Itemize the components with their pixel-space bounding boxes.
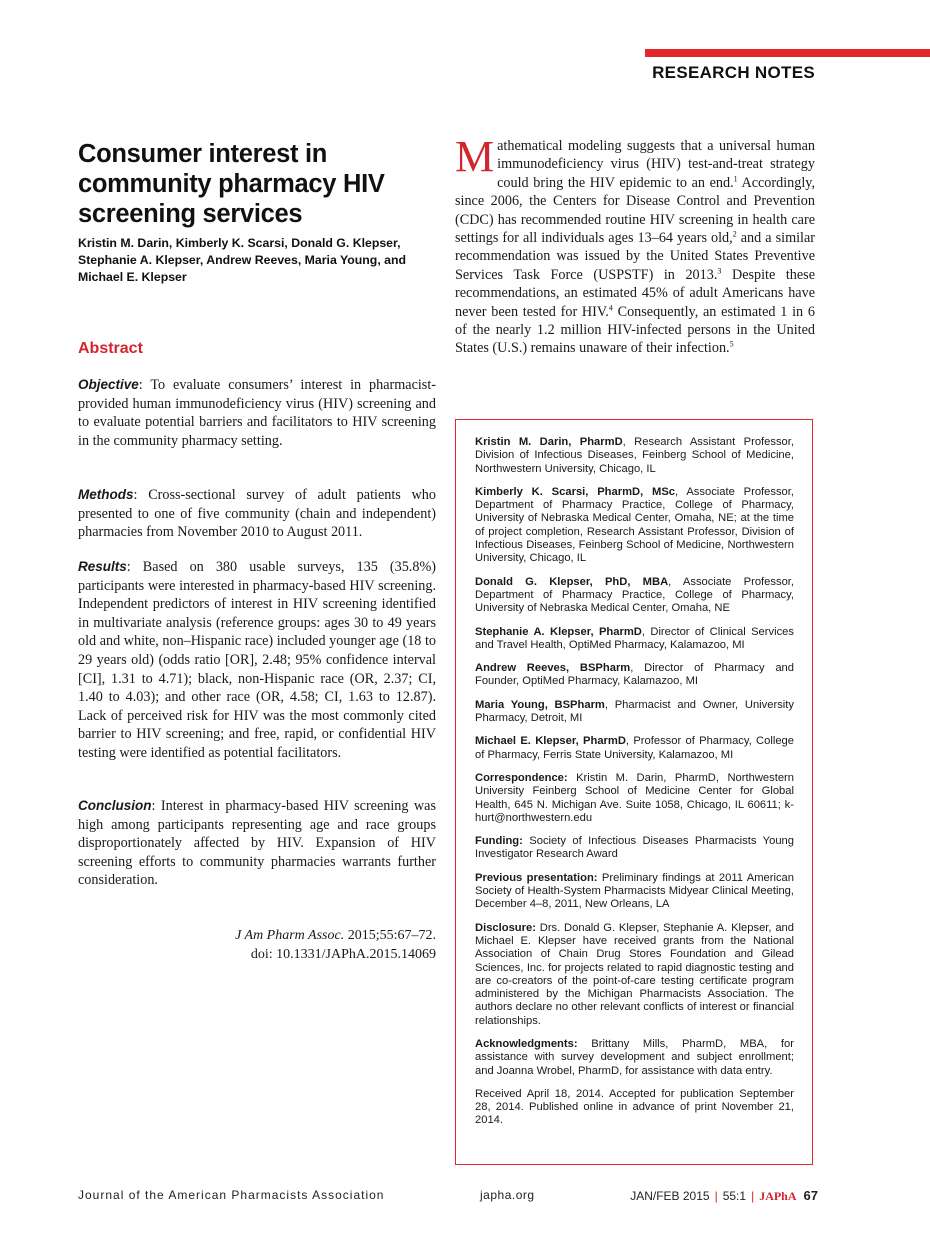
ref-sup: 3 <box>717 266 722 276</box>
previous-presentation-label: Previous presentation: <box>475 871 598 884</box>
intro-text: Despite these recommendations, an estimated 45% of adult Americans have never been tested for HIV. <box>455 266 816 320</box>
objective-text: : To evaluate consumers’ interest in pharmacist-provided human immunodeficiency virus (HIV) screening and to evaluate potential barriers and facilitators to HIV screening in the community pharmacy setting. <box>78 377 436 449</box>
results-text: : Based on 380 usable surveys, 135 (35.8%) participants were interested in pharmacy-based HIV screening. Independent predictors of interest in HIV screening identified in multivariate analysis (reference groups: ages 30 to 49 years old and white, non–Hispanic race) included younger age (18 to 29 years old) (odds ratio [OR], 2.48; 95% confidence interval [CI], 1.31 to 4.71); black, non-Hispanic race (OR, 2.37; CI, 1.40 to 4.03); and other race (OR, 4.58; CI, 1.63 to 12.87). Lack of perceived risk for HIV was the most commonly cited barrier to HIV screening; and free, rapid, or confidential HIV testing were identified as potential facilitators. <box>78 559 436 761</box>
section-label: RESEARCH NOTES <box>652 63 815 82</box>
footer-journal: Journal of the American Pharmacists Association <box>78 1188 385 1202</box>
disclosure <box>475 922 794 1028</box>
affiliation-entry <box>475 735 794 762</box>
affiliation-name: Kimberly K. Scarsi, PharmD, MSc <box>475 485 676 498</box>
intro-text: Accordingly, since 2006, the Centers for Disease Control and Prevention (CDC) has recommended routine HIV screening in health care settings for all individuals ages 13–64 years old, <box>455 174 815 247</box>
acknowledgments-label: Acknowledgments: <box>475 1037 578 1050</box>
intro-paragraph <box>455 132 816 358</box>
acknowledgments-text: Brittany Mills, PharmD, MBA, for assistance with survey development and subject enrollment; and Joanna Wrobel, PharmD, for assistance with data entry. <box>475 1037 794 1077</box>
affiliation-entry <box>475 662 794 689</box>
ref-sup: 4 <box>608 302 613 312</box>
objective-label: Objective <box>78 377 139 392</box>
affiliation-text: , Associate Professor, Department of Pharmacy Practice, College of Pharmacy, University of Nebraska Medical Center, Omaha, NE; at the time of project completion, Research Assistant Professor, Division of Infectious Diseases, Feinberg School of Medicine, Northwestern University, Chicago, IL <box>475 485 794 565</box>
results-label: Results <box>78 559 127 574</box>
citation <box>235 926 436 964</box>
page-number: 67 <box>803 1188 818 1203</box>
affiliation-text: , Director of Pharmacy and Founder, OptiMed Pharmacy, Kalamazoo, MI <box>475 662 794 688</box>
abstract-heading: Abstract <box>78 340 143 357</box>
previous-presentation-text: Preliminary findings at 2011 American Society of Health-System Pharmacists Midyear Clinical Meeting, December 4–8, 2011, New Orleans, LA <box>475 871 794 911</box>
footer-website: japha.org <box>480 1188 535 1202</box>
disclosure-label: Disclosure: <box>475 921 536 934</box>
ref-sup: 2 <box>732 229 737 239</box>
funding-label: Funding: <box>475 835 523 848</box>
affiliation-entry <box>475 436 794 476</box>
affiliation-name: Andrew Reeves, BSPharm <box>475 662 631 675</box>
methods-text: : Cross-sectional survey of adult patients who presented to one of five community (chain and independent) pharmacies from November 2010 to August 2011. <box>78 487 436 541</box>
received-dates <box>475 1088 794 1128</box>
affiliation-entry <box>475 576 794 616</box>
conclusion-label: Conclusion <box>78 798 152 813</box>
abstract-results <box>78 558 436 763</box>
intro-text: and a similar recommendation was issued by the United States Preventive Services Task Force (USPSTF) in 2013. <box>455 230 816 283</box>
affiliation-name: Maria Young, BSPharm <box>475 698 605 711</box>
funding <box>475 835 794 862</box>
affiliation-text: , Professor of Pharmacy, College of Pharmacy, Ferris State University, Kalamazoo, MI <box>475 735 794 761</box>
footer-issue-info <box>630 1188 818 1204</box>
citation-line <box>235 926 436 945</box>
correspondence <box>475 772 794 825</box>
correspondence-text: Kristin M. Darin, PharmD, Northwestern University Feinberg School of Medicine Center for Global Health, 645 N. Michigan Ave. Suite 1058, Chicago, IL 60611; k-hurt@northwestern.edu <box>475 771 794 824</box>
citation-volume: 2015;55:67–72. <box>344 928 436 943</box>
affiliations-box <box>455 419 813 1165</box>
received-dates-text: Received April 18, 2014. Accepted for publication September 28, 2014. Published online in advance of print November 21, 2014. <box>475 1087 794 1127</box>
drop-cap: M <box>455 132 495 181</box>
correspondence-label: Correspondence: <box>475 771 568 784</box>
author-list: Kristin M. Darin, Kimberly K. Scarsi, Donald G. Klepser, Stephanie A. Klepser, Andrew Reeves, Maria Young, and Michael E. Klepser <box>78 236 407 284</box>
funding-text: Society of Infectious Diseases Pharmacists Young Investigator Research Award <box>475 835 794 861</box>
previous-presentation <box>475 872 794 912</box>
disclosure-text: Drs. Donald G. Klepser, Stephanie A. Klepser, and Michael E. Klepser have received grants from the National Association of Chain Drug Stores Foundation and Gilead Sciences, Inc. for projects related to rapid diagnostic testing and are co-creators of the point-of-care testing certificate program administered by the Michigan Pharmacists Association. The authors declare no other relevant conflicts of interest or financial relationships. <box>475 921 794 1027</box>
abstract-objective <box>78 376 436 450</box>
affiliation-text: , Research Assistant Professor, Division of Infectious Diseases, Feinberg School of Medicine, Northwestern University, Chicago, IL <box>475 436 794 475</box>
affiliation-name: Michael E. Klepser, PharmD <box>475 735 626 748</box>
conclusion-text: : Interest in pharmacy-based HIV screening was high among participants representing age and race groups disproportionately affected by HIV. Expansion of HIV screening efforts to community pharmacies warrants further consideration. <box>78 798 436 889</box>
affiliation-entry <box>475 699 794 726</box>
footer-volume: 55:1 <box>722 1189 747 1203</box>
footer-separator: | <box>714 1189 718 1203</box>
affiliation-text: , Associate Professor, Department of Pharmacy Practice, College of Pharmacy, University of Nebraska Medical Center, Omaha, NE <box>475 575 795 615</box>
ref-sup: 5 <box>729 339 734 349</box>
affiliation-entry <box>475 626 794 653</box>
header-accent-bar <box>645 49 930 57</box>
acknowledgments <box>475 1038 794 1078</box>
footer-separator: | <box>751 1189 755 1203</box>
citation-journal: J Am Pharm Assoc. <box>235 928 345 943</box>
ref-sup: 1 <box>733 174 738 184</box>
affiliation-name: Donald G. Klepser, PhD, MBA <box>475 575 669 588</box>
footer-brand: JAPhA <box>759 1189 797 1203</box>
article-title: Consumer interest in community pharmacy HIV screening services <box>78 140 385 228</box>
abstract-methods <box>78 486 436 542</box>
intro-text: athematical modeling suggests that a universal human immunodeficiency virus (HIV) test-and-treat strategy could bring the HIV epidemic to an end. <box>497 138 815 191</box>
citation-doi: doi: 10.1331/JAPhA.2015.14069 <box>250 947 436 962</box>
affiliation-entry <box>475 486 794 566</box>
affiliation-text: , Pharmacist and Owner, University Pharmacy, Detroit, MI <box>475 698 794 725</box>
affiliation-text: , Director of Clinical Services and Travel Health, OptiMed Pharmacy, Kalamazoo, MI <box>475 625 794 651</box>
abstract-conclusion <box>78 797 436 890</box>
methods-label: Methods <box>78 487 134 502</box>
footer-issue: JAN/FEB 2015 <box>630 1189 710 1203</box>
affiliation-name: Kristin M. Darin, PharmD <box>475 436 623 448</box>
page-footer <box>78 1188 818 1208</box>
affiliation-name: Stephanie A. Klepser, PharmD <box>475 625 642 638</box>
intro-text: Consequently, an estimated 1 in 6 of the nearly 1.2 million HIV-infected persons in the United States (U.S.) remains unaware of their infection. <box>455 303 815 357</box>
